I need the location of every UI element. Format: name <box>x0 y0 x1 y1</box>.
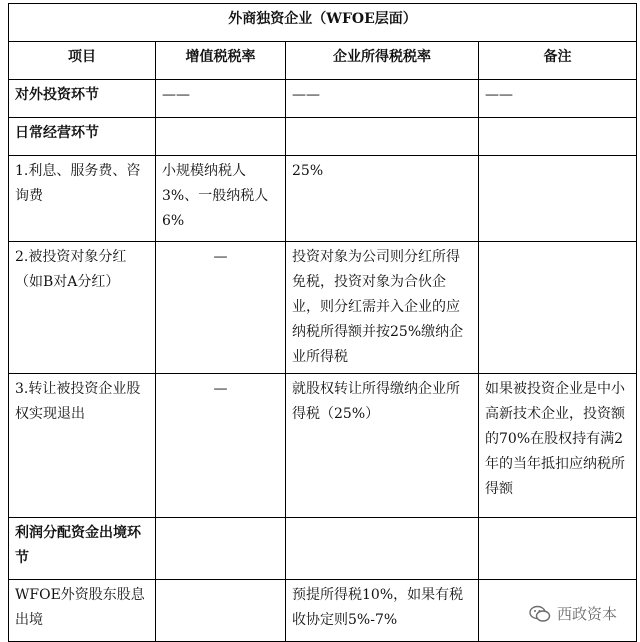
cell-cit <box>286 118 479 156</box>
cell-cit <box>286 518 479 580</box>
tax-rate-table <box>8 3 637 642</box>
cell-cit: 投资对象为公司则分红所得免税，投资对象为合伙企业，则分红需并入企业的应纳税所得额并按25%缴纳企业所得税 <box>286 242 479 374</box>
cell-note: —— <box>479 80 637 118</box>
cell-note <box>479 518 637 580</box>
watermark <box>525 601 621 626</box>
table-row-profit-section <box>9 518 637 580</box>
title-row <box>9 4 637 42</box>
header-item: 项目 <box>9 42 156 80</box>
cell-vat: 小规模纳税人3%、一般纳税人6% <box>156 156 286 242</box>
cell-item: 利润分配资金出境环节 <box>9 518 156 580</box>
cell-note: 如果被投资企业是中小高新技术企业，投资额的70%在股权持有满2年的当年抵扣应纳税所得额 <box>479 374 637 518</box>
watermark-text: 西政资本 <box>557 605 618 623</box>
cell-vat <box>156 118 286 156</box>
cell-item: 对外投资环节 <box>9 80 156 118</box>
cell-item: 日常经营环节 <box>9 118 156 156</box>
table-row-outbound <box>9 80 637 118</box>
wechat-icon <box>529 605 551 623</box>
cell-item: 2.被投资对象分红（如B对A分红） <box>9 242 156 374</box>
cell-item: 3.转让被投资企业股权实现退出 <box>9 374 156 518</box>
cell-vat: — <box>156 374 286 518</box>
table-row-interest <box>9 156 637 242</box>
cell-note <box>479 156 637 242</box>
header-vat: 增值税税率 <box>156 42 286 80</box>
table-title: 外商独资企业（WFOE层面） <box>9 4 637 42</box>
cell-item: WFOE外资股东股息出境 <box>9 580 156 642</box>
table-row-equity-transfer <box>9 374 637 518</box>
table-row-daily-section <box>9 118 637 156</box>
header-note: 备注 <box>479 42 637 80</box>
cell-vat <box>156 580 286 642</box>
cell-note <box>479 118 637 156</box>
cell-item: 1.利息、服务费、咨询费 <box>9 156 156 242</box>
cell-cit: —— <box>286 80 479 118</box>
table-row-dividend <box>9 242 637 374</box>
cell-cit: 就股权转让所得缴纳企业所得税（25%） <box>286 374 479 518</box>
cell-cit: 预提所得税10%，如果有税收协定则5%-7% <box>286 580 479 642</box>
cell-note <box>479 242 637 374</box>
header-row <box>9 42 637 80</box>
header-cit: 企业所得税税率 <box>286 42 479 80</box>
cell-cit: 25% <box>286 156 479 242</box>
cell-vat: — <box>156 242 286 374</box>
cell-vat: —— <box>156 80 286 118</box>
cell-vat <box>156 518 286 580</box>
